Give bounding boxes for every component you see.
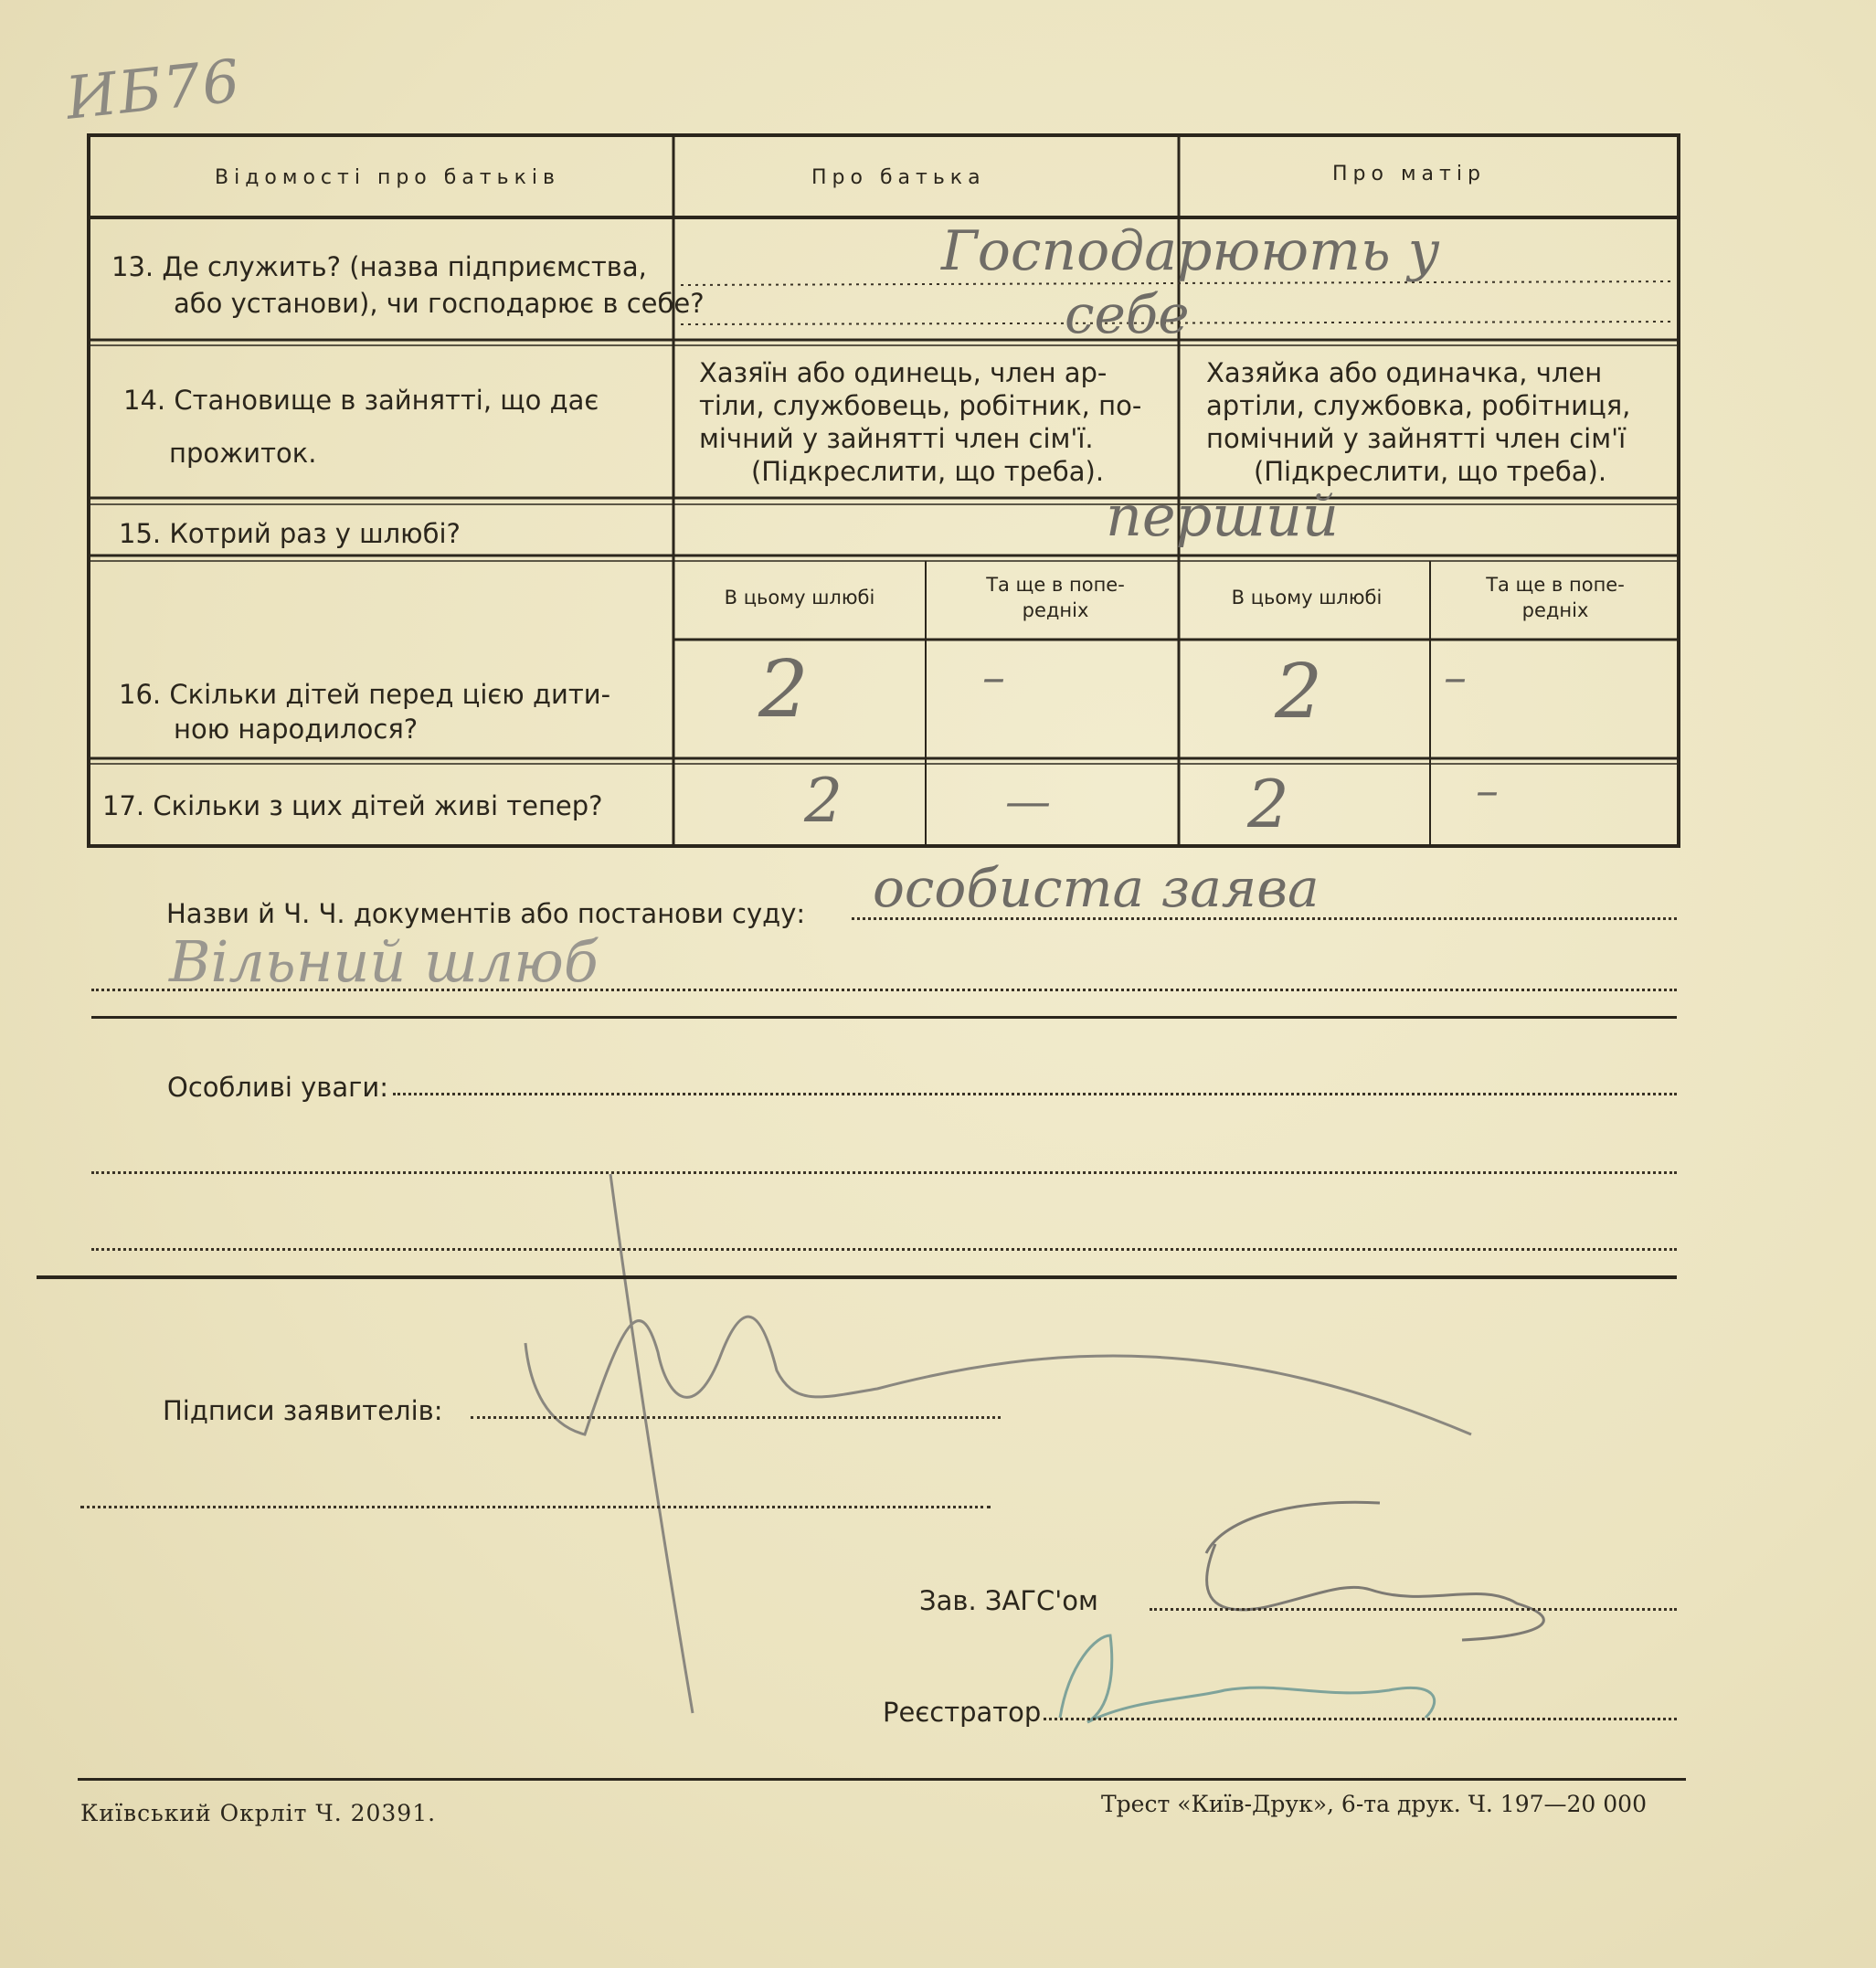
- footer-divider: [78, 1778, 1686, 1781]
- q16-father-prev: –: [982, 651, 1005, 704]
- q15-answer: перший: [1106, 482, 1339, 549]
- q17-father-prev: —: [1005, 775, 1051, 828]
- sub-mother-prev-l1: Та ще в попе-: [1486, 574, 1625, 596]
- q17-label: 17. Скільки з цих дітей живі тепер?: [102, 790, 603, 821]
- footer-left: Київський Окрліт Ч. 20391.: [80, 1800, 437, 1826]
- documents-line-2: [91, 989, 1677, 991]
- q14-line2: прожиток.: [169, 438, 317, 469]
- q17-father-this: 2: [804, 766, 843, 836]
- mother-option-line: (Підкреслити, що треба).: [1253, 456, 1607, 487]
- notes-line-2: [91, 1171, 1677, 1174]
- header-info: Відомості про батьків: [215, 166, 560, 189]
- q13-line2: або установи), чи господарює в себе?: [174, 288, 705, 319]
- mother-option-line: Хазяйка або одиначка, член: [1206, 357, 1603, 388]
- father-option-line: Хазяїн або одинець, член ар-: [699, 357, 1108, 388]
- father-option-line: (Підкреслити, що треба).: [750, 456, 1105, 487]
- q16-mother-this: 2: [1275, 649, 1323, 735]
- head-label: Зав. ЗАГС'ом: [919, 1585, 1098, 1616]
- signatures-label: Підписи заявителів:: [163, 1395, 443, 1426]
- sub-father-prev-l1: Та ще в попе-: [986, 574, 1125, 596]
- header-father: Про батька: [811, 166, 986, 189]
- corner-pencil-note: ИБ76: [62, 48, 245, 133]
- documents-divider: [91, 1016, 1677, 1019]
- sub-mother-prev-l2: редніх: [1521, 599, 1589, 621]
- father-option-line: тіли, службовець, робітник, по-: [699, 390, 1142, 421]
- notes-label: Особливі уваги:: [167, 1072, 389, 1103]
- head-signature-line: [1150, 1608, 1677, 1611]
- q17-mother-prev: –: [1476, 764, 1499, 817]
- documents-hand-line2: Вільний шлюб: [169, 928, 599, 995]
- q16-line1: 16. Скільки дітей перед цією дити-: [119, 679, 611, 710]
- q17-mother-this: 2: [1247, 766, 1289, 842]
- q16-mother-prev: –: [1444, 651, 1467, 704]
- sub-mother-this: В цьому шлюбі: [1231, 587, 1383, 608]
- signatures-line-2: [80, 1506, 991, 1508]
- header-mother: Про матір: [1332, 163, 1486, 185]
- notes-divider: [37, 1275, 1677, 1279]
- notes-line-3: [91, 1248, 1677, 1251]
- mother-option-line: помічний у зайнятті член сім'ї: [1206, 423, 1627, 454]
- mother-option-line: артіли, службовка, робітниця,: [1206, 390, 1631, 421]
- q16-father-this: 2: [758, 644, 809, 735]
- q14-line1: 14. Становище в зайнятті, що дає: [123, 385, 599, 416]
- documents-label: Назви й Ч. Ч. документів або постанови суду:: [166, 898, 806, 929]
- q13-answer-line2: себе: [1065, 283, 1190, 345]
- registrar-label: Реєстратор: [883, 1697, 1042, 1728]
- notes-line-1: [393, 1093, 1677, 1095]
- sub-father-prev-l2: редніх: [1022, 599, 1089, 621]
- signatures-line-1: [471, 1416, 1001, 1419]
- footer-right: Трест «Київ-Друк», 6-та друк. Ч. 197—20 000: [1101, 1791, 1647, 1817]
- q13-line1: 13. Де служить? (назва підприємства,: [111, 251, 647, 282]
- q14-mother-options: [1206, 356, 1654, 488]
- q13-answer-line1: Господарюють у: [941, 219, 1440, 283]
- registrar-signature-line: [1044, 1718, 1677, 1720]
- sub-father-this: В цьому шлюбі: [724, 587, 875, 608]
- q14-father-options: [699, 356, 1156, 488]
- documents-hand-line1: особиста заява: [873, 857, 1320, 919]
- father-option-line: мічний у зайнятті член сім'ї.: [699, 423, 1094, 454]
- q16-line2: ною народилося?: [174, 714, 419, 745]
- q15-label: 15. Котрий раз у шлюбі?: [119, 518, 461, 549]
